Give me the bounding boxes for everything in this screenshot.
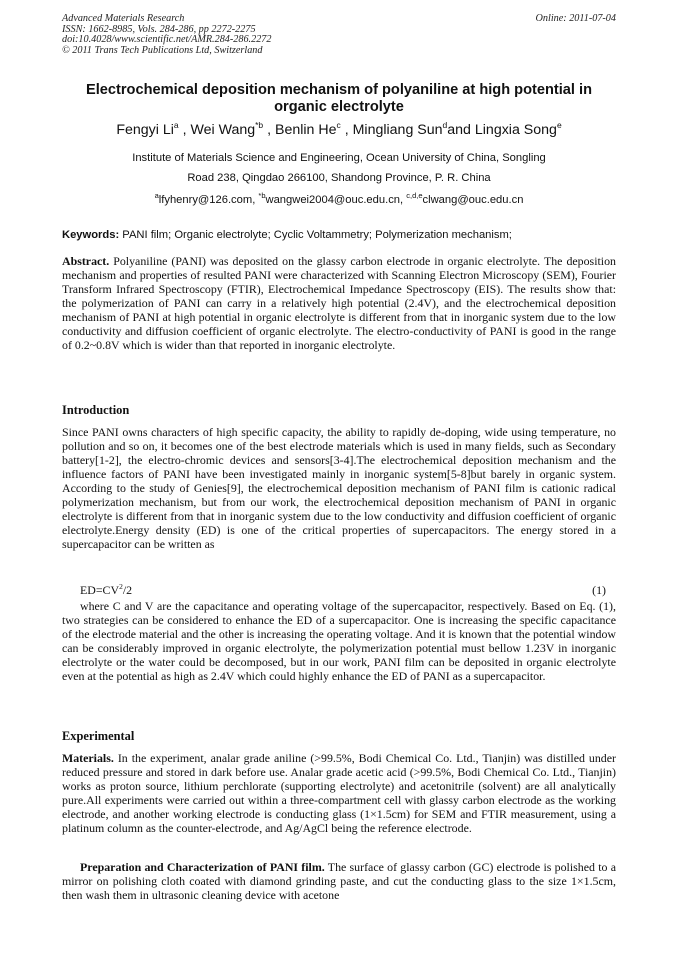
author-name: Lingxia Song (474, 122, 557, 138)
keywords-label: Keywords: (62, 229, 120, 241)
equation-number: (1) (592, 583, 606, 597)
abstract-text: Polyaniline (PANI) was deposited on the glassy carbon electrode in organic electrolyte. The deposition mechanism and properties of resulted PANI were characterized with Scanning Electron Microscopy (SEM), Fourier Transform Infrared Spectroscopy (FTIR), Electrochemical Impedance Spectroscopy (EIS). The results show that: the polymerization of PANI can carry in a relatively high potential (2.4V), and the electrochemical deposition mechanism of PANI at high potential in organic electrolyte is different from that in inorganic system due to the low conductivity and diffusion coefficient of organic electrolyte. The electro-conductivity of PANI is good in the range of 0.2~0.8V which is wider than that reported in inorganic electrolyte. (62, 254, 616, 353)
equation-exponent: 2 (119, 582, 123, 591)
equation (80, 583, 616, 597)
equation-rhs: /2 (122, 583, 133, 597)
abstract (62, 254, 616, 352)
preparation-paragraph (62, 860, 616, 902)
email-superscript: a (154, 191, 159, 200)
keywords (62, 228, 616, 242)
author-superscript: d (442, 120, 448, 130)
author-separator: , (178, 122, 191, 138)
author-list (62, 121, 616, 139)
journal-header (62, 14, 616, 56)
author-name: Wei Wang (190, 122, 256, 138)
materials-text: In the experiment, analar grade aniline (>99.5%, Bodi Chemical Co. Ltd., Tianjin) was distilled under reduced pressure and stored in dark before use. Analar grade acetic acid (>99.5%, Bodi Chemical Co. Ltd., Tianjin) works as proton source, lithium perchlorate (supporting electrolyte) and acetonitrile (solvent) are all analytically pure.All experiments were carried out within a three-compartment cell with glassy carbon electrode as the working electrode, and another working electrode is conducting glass (1×1.5cm) for SEM and FTIR measurement, using a platinum column as the counter-electrode, and Ag/AgCl being the reference electrode. (62, 751, 616, 836)
author-name: Fengyi Li (116, 122, 174, 138)
email-address: clwang@ouc.edu.cn (422, 194, 524, 206)
author-superscript: *b (255, 120, 264, 130)
author-name: Mingliang Sun (352, 122, 443, 138)
author-superscript: e (556, 120, 562, 130)
email-address: wangwei2004@ouc.edu.cn, (265, 194, 407, 206)
journal-copyright: © 2011 Trans Tech Publications Ltd, Switzerland (62, 44, 263, 56)
affiliation-line: Road 238, Qingdao 266100, Shandong Province, P. R. China (187, 171, 491, 184)
experimental-heading: Experimental (62, 729, 135, 743)
author-separator: , (263, 122, 275, 138)
journal-doi: doi:10.4028/www.scientific.net/AMR.284-286.2272 (62, 34, 272, 46)
materials-paragraph (62, 751, 616, 835)
keywords-text: PANI film; Organic electrolyte; Cyclic Voltammetry; Polymerization mechanism; (119, 229, 512, 241)
email-list (62, 192, 616, 208)
author-superscript: a (173, 120, 179, 130)
author-separator: and (447, 122, 475, 138)
introduction-paragraph: Since PANI owns characters of high specific capacity, the ability to rapidly de-doping, wide using temperature, no pollution and so on, it becomes one of the best electrode materials which is used in many fields, such as Secondary battery[1-2], the electro-chromic devices and sensors[3-4].The electrochemical deposition mechanism and the influence factors of PANI have been investigated mainly in inorganic system[5-8]but barely in organic system. According to the study of Genies[9], the electrochemical deposition mechanism of PANI film is cationic radical polymerization mechanism, but from our work, the electrochemical deposition mechanism of PANI in organic electrolyte is different from that in inorganic system due to the low conductivity and diffusion coefficient of organic electrolyte.Energy density (ED) is one of the critical properties of supercapacitors. The energy stored in a supercapacitor can be written as (62, 425, 616, 552)
preparation-text: The surface of glassy carbon (GC) electrode is polished to a mirror on polishing cloth coated with diamond grinding paste, and cut the conducting glass to the size 1×1.5cm, then wash them in ultrasonic cleaning device with acetone (62, 860, 616, 903)
email-superscript: *b (258, 191, 266, 200)
preparation-label: Preparation and Characterization of PANI film. (80, 860, 325, 874)
online-date: Online: 2011-07-04 (535, 13, 616, 24)
materials-label: Materials. (62, 751, 114, 765)
equation-lhs: ED=CV (80, 583, 120, 597)
introduction-heading: Introduction (62, 403, 130, 417)
email-address: lfyhenry@126.com, (158, 194, 259, 206)
journal-name: Advanced Materials Research (62, 13, 185, 24)
email-superscript: c,d,e (406, 191, 423, 200)
author-name: Benlin He (275, 122, 337, 138)
affiliation (62, 149, 616, 188)
author-superscript: c (336, 120, 341, 130)
abstract-label: Abstract. (62, 254, 110, 268)
paper-title: Electrochemical deposition mechanism of polyaniline at high potential in organic electrolyte (86, 82, 592, 115)
affiliation-line: Institute of Materials Science and Engineering, Ocean University of China, Songling (132, 152, 546, 164)
journal-issn: ISSN: 1662-8985, Vols. 284-286, pp 2272-2275 (62, 23, 256, 35)
author-separator: , (340, 122, 353, 138)
introduction-paragraph: where C and V are the capacitance and operating voltage of the supercapacitor, respectively. Based on Eq. (1), two strategies can be considered to enhance the ED of a supercapacitor. One is increasing the specific capacitance of the electrode material and the other is increasing the operating voltage. And it is known that the potential window can be considerably improved in organic electrolyte, the polymerization potential must bellow 1.23V in inorganic electrolyte or the water could be decomposed, but in our work, PANI film can be deposited in organic electrolyte even at the potential as high as 2.4V which could highly enhance the ED of PANI as a supercapacitor. (62, 599, 616, 684)
